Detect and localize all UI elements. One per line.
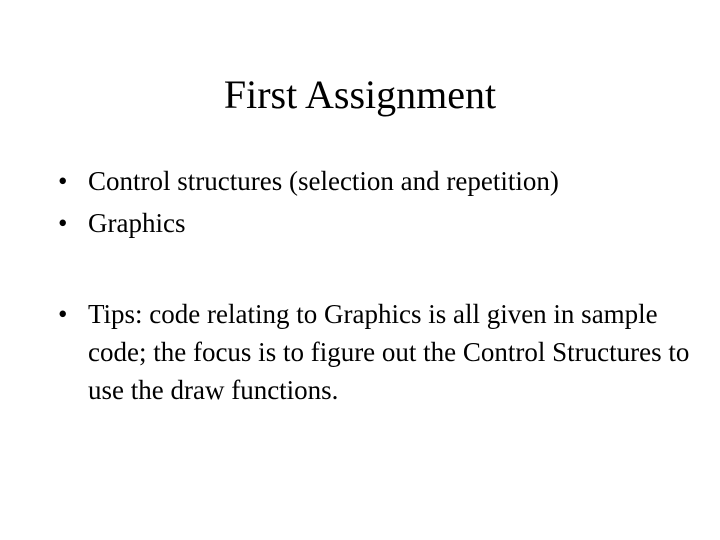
bullet-item-control-structures bbox=[58, 162, 698, 200]
bullet-item-graphics bbox=[58, 204, 698, 242]
slide-title: First Assignment bbox=[223, 72, 497, 117]
bullet-icon: • bbox=[58, 166, 68, 196]
bullet-item-tips bbox=[58, 295, 698, 409]
bullet-icon: • bbox=[58, 208, 68, 238]
bullet-text: Control structures (selection and repetition) bbox=[88, 166, 559, 196]
bullet-text: Tips: code relating to Graphics is all given in sample code; the focus is to figure out the Control Structures to use the draw functions. bbox=[88, 299, 690, 405]
bullet-icon: • bbox=[58, 299, 68, 329]
bullet-list bbox=[58, 162, 698, 413]
bullet-text: Graphics bbox=[88, 208, 186, 238]
